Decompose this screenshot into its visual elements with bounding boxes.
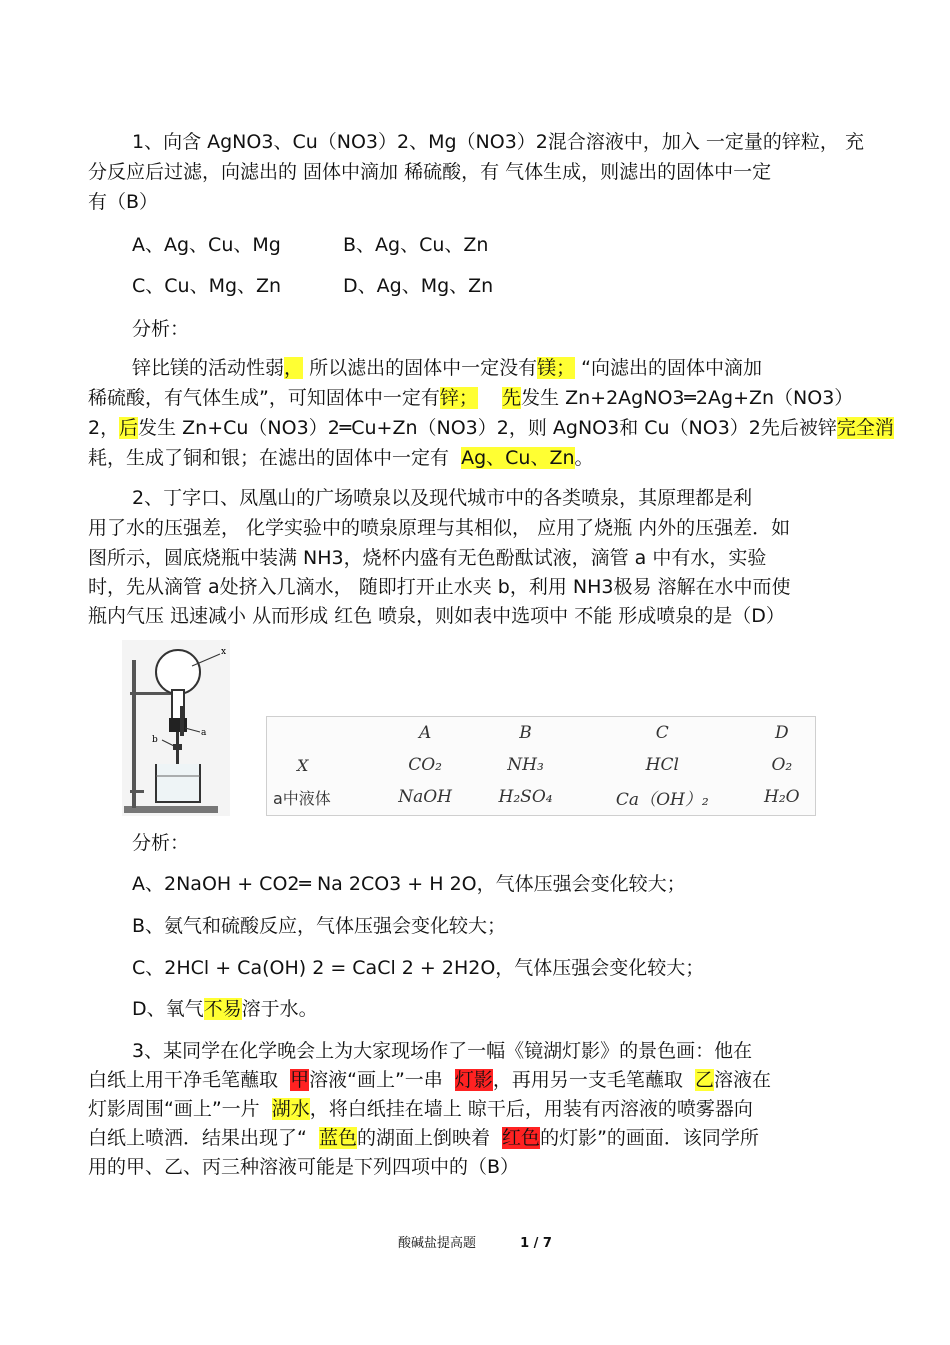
table-cell: H₂O	[764, 787, 800, 807]
highlight: 先	[502, 387, 522, 409]
text: 溶液在	[714, 1069, 772, 1091]
table-cell: C	[655, 723, 669, 743]
table-cell: B	[519, 723, 532, 743]
table-cell: a中液体	[273, 788, 331, 808]
highlight: 锌；	[439, 387, 478, 409]
q3-line-2	[88, 1066, 862, 1094]
text: ，再用另一支毛笔蘸取	[492, 1069, 695, 1091]
q1-analysis-line-3	[88, 414, 894, 442]
q1-analysis-line-1	[132, 354, 862, 382]
q1-analysis-line-2	[88, 384, 862, 412]
highlight: 不易	[203, 998, 242, 1020]
label-a: a	[201, 728, 207, 738]
q3-line-5: 用的甲、乙、丙三种溶液可能是下列四项中的（B）	[88, 1156, 520, 1178]
q1-option-a: A、Ag、Cu、Mg	[132, 234, 281, 256]
highlight: Ag、Cu、Zn	[461, 447, 575, 469]
q2-analysis-label: 分析：	[132, 832, 190, 854]
page-number: 1 / 7	[520, 1236, 552, 1251]
fountain-apparatus-figure	[122, 640, 230, 816]
text: 溶于水。	[241, 998, 318, 1020]
table-cell	[267, 717, 375, 749]
highlight: 乙	[695, 1069, 715, 1091]
q2-line-2: 用了水的压强差， 化学实验中的喷泉原理与其相似， 应用了烧瓶 内外的压强差．如	[88, 517, 791, 539]
table-header-row	[267, 717, 815, 749]
q1-line-3: 有（B）	[88, 191, 159, 213]
q2-line-1: 2、丁字口、凤凰山的广场喷泉以及现代城市中的各类喷泉，其原理都是利	[132, 487, 753, 509]
table-row	[267, 781, 815, 813]
text: 稀硫酸，有气体生成”，可知固体中一定有	[88, 387, 440, 409]
highlight-red: 红色	[502, 1127, 541, 1149]
highlight-red: 灯影	[454, 1069, 493, 1091]
highlight-red: 甲	[290, 1069, 310, 1091]
q2-analysis-d	[132, 995, 862, 1023]
text: 灯影周围“画上”一片	[88, 1098, 272, 1120]
table-cell: X	[297, 755, 309, 775]
text: 锌比镁的活动性弱	[132, 357, 285, 379]
table-cell: HCl	[645, 755, 679, 775]
highlight: 后	[119, 417, 139, 439]
table-cell: NaOH	[398, 787, 452, 807]
text: ，将白纸挂在墙上 晾干后，用装有丙溶液的喷雾器向	[309, 1098, 753, 1120]
q3-line-4	[88, 1124, 862, 1152]
q1-line-1: 1、向含 AgNO3、Cu（NO3）2、Mg（NO3）2混合溶液中，加入 一定量的锌粒， 充	[132, 131, 864, 153]
q2-line-5: 瓶内气压 迅速减小 从而形成 红色 喷泉，则如表中选项中 不能 形成喷泉的是（D）	[88, 605, 785, 627]
highlight: ，	[284, 357, 304, 379]
q2-line-4: 时，先从滴管 a处挤入几滴水， 随即打开止水夹 b，利用 NH3极易 溶解在水中而使	[88, 576, 791, 598]
table-cell: Ca（OH）₂	[615, 789, 709, 810]
footer-title: 酸碱盐提高题	[398, 1236, 477, 1251]
table-cell: D	[775, 723, 789, 743]
text: 所以滤出的固体中一定没有	[303, 357, 538, 379]
q1-option-b: B、Ag、Cu、Zn	[343, 234, 489, 256]
text: 发生 Zn+2AgNO3═2Ag+Zn（NO3）	[521, 387, 854, 409]
q3-line-1: 3、某同学在化学晚会上为大家现场作了一幅《镜湖灯影》的景色画：他在	[132, 1040, 753, 1062]
label-x: x	[221, 647, 227, 657]
q1-analysis-line-4	[88, 444, 862, 472]
text: 2，	[88, 417, 120, 439]
highlight: 完全消	[836, 417, 894, 439]
text	[478, 387, 502, 409]
q1-line-2: 分反应后过滤，向滤出的 固体中滴加 稀硫酸，有 气体生成，则滤出的固体中一定	[88, 161, 772, 183]
q2-analysis-a: A、2NaOH + CO2═ Na 2CO3 + H 2O，气体压强会变化较大；	[132, 873, 686, 895]
text: 。	[574, 447, 594, 469]
text: 的灯影”的画面．该同学所	[540, 1127, 759, 1149]
text: 白纸上喷洒．结果出现了“	[88, 1127, 319, 1149]
text: D、氧气	[132, 998, 204, 1020]
label-b: b	[152, 735, 158, 745]
table-row	[267, 749, 815, 781]
table-cell: O₂	[771, 755, 793, 775]
q3-line-3	[88, 1095, 862, 1123]
table-cell: NH₃	[507, 755, 544, 775]
table-cell: CO₂	[408, 755, 442, 775]
text: 的湖面上倒映着	[356, 1127, 503, 1149]
q2-analysis-c: C、2HCl + Ca(OH) 2 = CaCl 2 + 2H2O，气体压强会变化较大；	[132, 957, 705, 979]
table-cell: A	[418, 723, 432, 743]
text: “向滤出的固体中滴加	[575, 357, 762, 379]
text: 溶液“画上”一串	[309, 1069, 455, 1091]
highlight: 蓝色	[318, 1127, 357, 1149]
q2-analysis-b: B、氨气和硫酸反应，气体压强会变化较大；	[132, 915, 507, 937]
text: 耗，生成了铜和银；在滤出的固体中一定有	[88, 447, 462, 469]
q1-option-d: D、Ag、Mg、Zn	[343, 275, 494, 297]
options-table	[266, 716, 816, 816]
q1-analysis-label: 分析：	[132, 318, 190, 340]
q2-line-3: 图所示，圆底烧瓶中装满 NH3，烧杯内盛有无色酚酞试液，滴管 a 中有水，实验	[88, 547, 767, 569]
text: 发生 Zn+Cu（NO3）2═Cu+Zn（NO3）2，则 AgNO3和 Cu（NO3）2先后被锌	[138, 417, 837, 439]
table-cell: H₂SO₄	[498, 787, 553, 807]
highlight: 湖水	[271, 1098, 310, 1120]
text: 白纸上用干净毛笔蘸取	[88, 1069, 291, 1091]
highlight: 镁；	[537, 357, 576, 379]
page-footer	[0, 1232, 950, 1251]
q1-option-c: C、Cu、Mg、Zn	[132, 275, 282, 297]
